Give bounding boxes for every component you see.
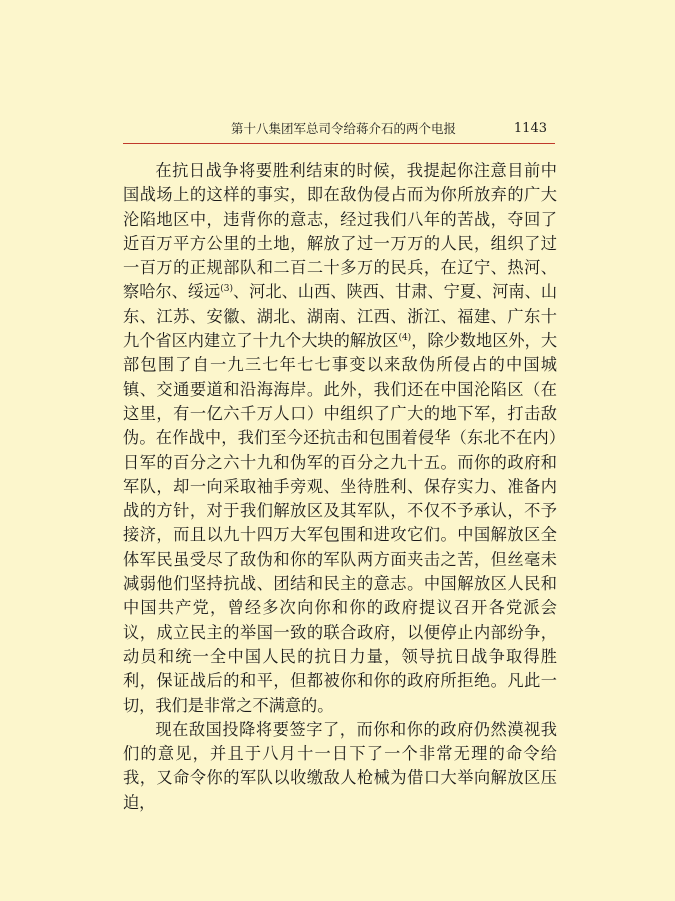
page-number: 1143	[513, 121, 547, 136]
body-text	[123, 159, 557, 815]
paragraph-2-segment-1: 现在敌国投降将要签字了，而你和你的政府仍然漠视我们的意见，并且于八月十一日下了一个非常无理的命令给我，又命令你的军队以收缴敌人枪械为借口大举向解放区压迫，	[123, 719, 557, 812]
paragraph-1-segment-3: ，除少数地区外，大部包围了自一九三七年七七事变以来敌伪所侵占的中国城镇、交通要道和沿海海岸。此外，我们还在中国沦陷区（在这里，有一亿六千万人口）中组织了广大的地下军，打击敌伪。在作战中，我们至今还抗击和包围着侵华（东北不在内）日军的百分之六十九和伪军的百分之九十五。而你的政府和军队，却一向采取袖手旁观、坐待胜利、保存实力、准备内战的方针，对于我们解放区及其军队，不仅不予承认，不予接济，而且以九十四万大军包围和进攻它们。中国解放区全体军民虽受尽了敌伪和你的军队两方面夹击之苦，但丝毫未减弱他们坚持抗战、团结和民主的意志。中国解放区人民和中国共产党，曾经多次向你和你的政府提议召开各党派会议，成立民主的举国一致的联合政府，以便停止内部纷争，动员和统一全中国人民的抗日力量，领导抗日战争取得胜利，保证战后的和平，但都被你和你的政府所拒绝。凡此一切，我们是非常之不满意的。	[123, 331, 558, 715]
header-rule	[123, 143, 555, 144]
paragraph-1	[123, 159, 557, 718]
paragraph-1-segment-1: 在抗日战争将要胜利结束的时候，我提起你注意目前中国战场上的这样的事实，即在敌伪侵占而为你所放弃的广大沦陷地区中，违背你的意志，经过我们八年的苦战，夺回了近百万平方公里的土地，解放了过一万万的人民，组织了过一百万的正规部队和二百二十多万的民兵，在辽宁、热河、察哈尔、绥远	[123, 161, 557, 302]
paragraph-1-segment-2: 、河北、山西、陕西、甘肃、宁夏、河南、山东、江苏、安徽、湖北、湖南、江西、浙江、福建、广东十九个省区内建立了十九个大块的解放区	[123, 282, 558, 351]
header-title: 第十八集团军总司令给蒋介石的两个电报	[231, 121, 457, 136]
paragraph-2	[123, 718, 557, 815]
footnote-ref-4: (4)	[398, 333, 412, 344]
footnote-ref-3: (3)	[220, 284, 233, 295]
running-header	[123, 119, 555, 139]
